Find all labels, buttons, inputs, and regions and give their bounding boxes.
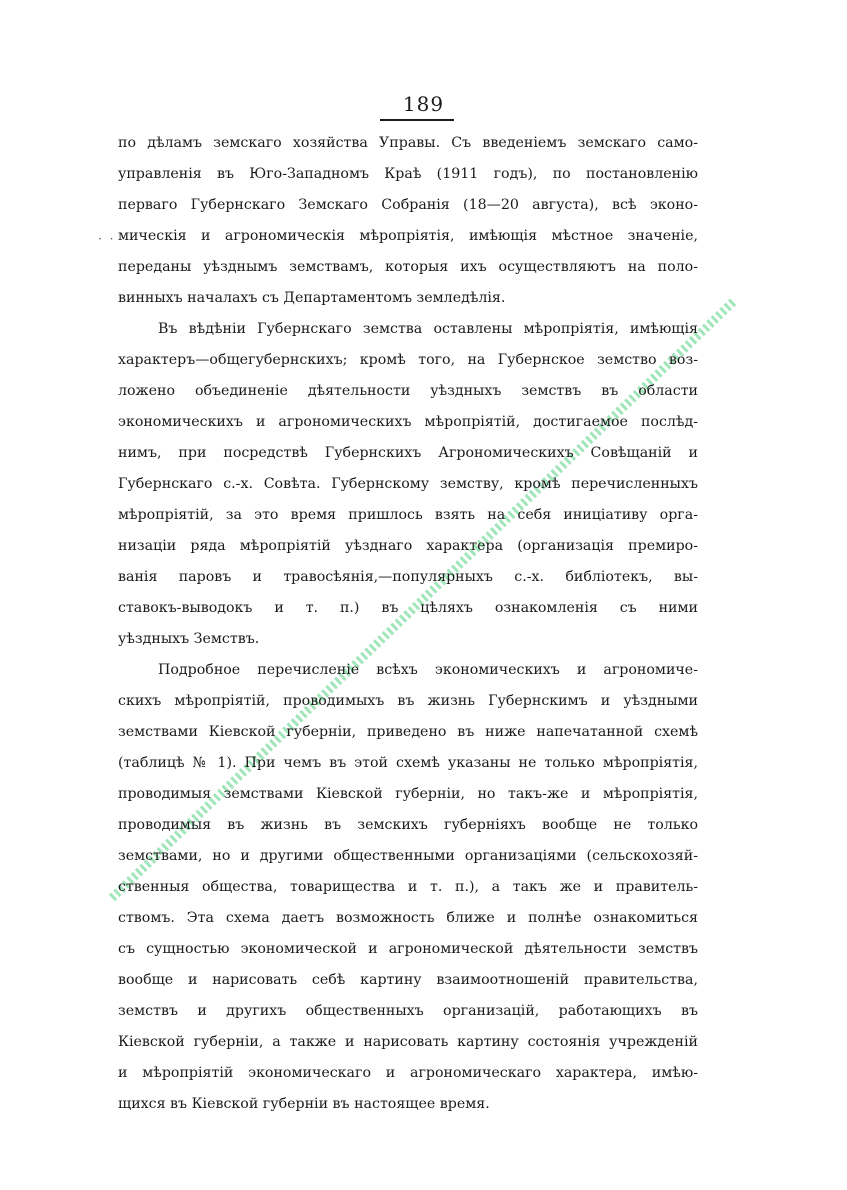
text-line: и мѣропріятій экономическаго и агрономическаго характера, имѣю- xyxy=(118,1065,698,1081)
text-line: щихся въ Кіевской губерніи въ настоящее время. xyxy=(118,1096,490,1112)
text-line: проводимыя земствами Кіевской губерніи, но такъ-же и мѣропріятія, xyxy=(118,786,698,802)
text-line: съ сущностью экономической и агрономической дѣятельности земствъ xyxy=(118,941,698,957)
page-number-underline xyxy=(380,119,454,121)
text-line: нимъ, при посредствѣ Губернскихъ Агрономическихъ Совѣщаній и xyxy=(118,445,698,461)
page-number: 189 xyxy=(402,92,445,116)
text-line: вообще и нарисовать себѣ картину взаимоотношеній правительства, xyxy=(118,972,698,988)
text-line: перваго Губернскаго Земскаго Собранія (18—20 августа), всѣ эконо- xyxy=(118,197,698,213)
text-line: мѣропріятій, за это время пришлось взять на себя иниціативу орга- xyxy=(118,507,698,523)
text-line: ложено объединеніе дѣятельности уѣздныхъ земствъ въ области xyxy=(118,383,698,399)
text-line: низаціи ряда мѣропріятій уѣзднаго характера (организація премиро- xyxy=(118,538,698,554)
stray-margin-mark: · · xyxy=(98,232,116,246)
text-line: переданы уѣзднымъ земствамъ, которыя ихъ осуществляютъ на поло- xyxy=(118,259,698,275)
text-line: ставокъ-выводокъ и т. п.) въ цѣляхъ ознакомленія съ ними xyxy=(118,600,698,616)
text-line: проводимыя въ жизнь въ земскихъ губерніяхъ вообще не только xyxy=(118,817,698,833)
text-line: мическія и агрономическія мѣропріятія, имѣющія мѣстное значеніе, xyxy=(118,228,698,244)
text-line: скихъ мѣропріятій, проводимыхъ въ жизнь Губернскимъ и уѣздными xyxy=(118,693,698,709)
text-line: винныхъ началахъ съ Департаментомъ земледѣлія. xyxy=(118,290,506,306)
text-line: ствомъ. Эта схема даетъ возможность ближе и полнѣе ознакомиться xyxy=(118,910,698,926)
document-body xyxy=(118,128,698,1120)
paragraph-3 xyxy=(118,655,698,1120)
text-line: земствами Кіевской губерніи, приведено въ ниже напечатанной схемѣ xyxy=(118,724,698,740)
text-line: ванія паровъ и травосѣянія,—популярныхъ с.-х. библіотекъ, вы- xyxy=(118,569,698,585)
paragraph-2 xyxy=(118,314,698,655)
text-line: по дѣламъ земскаго хозяйства Управы. Съ введеніемъ земскаго само- xyxy=(118,135,698,151)
text-line: земствами, но и другими общественными организаціями (сельскохозяй- xyxy=(118,848,698,864)
text-line: ственныя общества, товарищества и т. п.), а такъ же и правитель- xyxy=(118,879,698,895)
text-line: экономическихъ и агрономическихъ мѣропріятій, достигаемое послѣд- xyxy=(118,414,698,430)
text-line: Въ вѣдѣніи Губернскаго земства оставлены мѣропріятія, имѣющія xyxy=(158,321,698,337)
text-line: управленія въ Юго-Западномъ Краѣ (1911 годъ), по постановленію xyxy=(118,166,698,182)
text-line: уѣздныхъ Земствъ. xyxy=(118,631,260,647)
text-line: Подробное перечисленіе всѣхъ экономическихъ и агрономиче- xyxy=(158,662,698,678)
text-line: характеръ—общегубернскихъ; кромѣ того, на Губернское земство воз- xyxy=(118,352,698,368)
text-line: земствъ и другихъ общественныхъ организацій, работающихъ въ xyxy=(118,1003,698,1019)
text-line: (таблицѣ № 1). При чемъ въ этой схемѣ указаны не только мѣропріятія, xyxy=(118,755,698,771)
text-line: Кіевской губерніи, а также и нарисовать картину состоянія учрежденій xyxy=(118,1034,698,1050)
text-line: Губернскаго с.-х. Совѣта. Губернскому земству, кромѣ перечисленныхъ xyxy=(118,476,698,492)
paragraph-1 xyxy=(118,128,698,314)
